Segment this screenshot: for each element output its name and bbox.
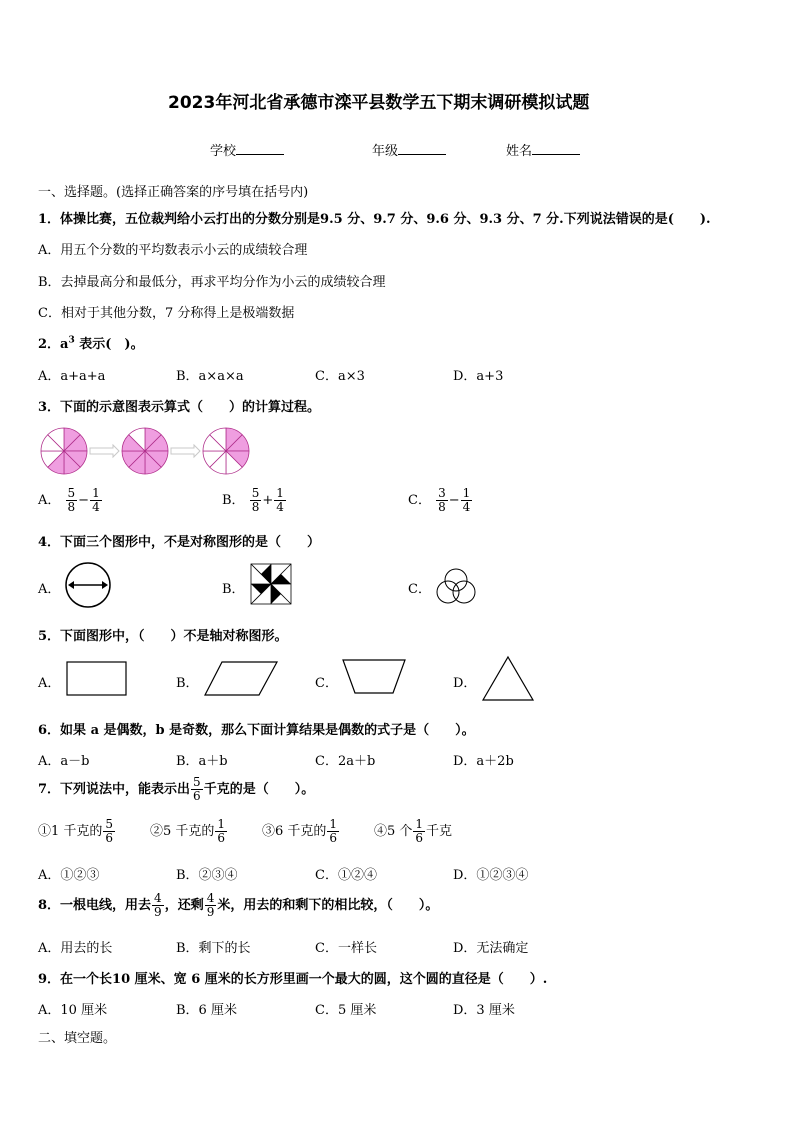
q7-statement-1: ①1 千克的 $\frac{5}{6}$ (38, 817, 114, 845)
q3-c-fraction-2: $\frac{1}{4}$ (462, 486, 471, 514)
grade-blank[interactable] (398, 142, 446, 155)
q3-c-label: C． (408, 493, 431, 508)
q5-option-d-triangle-icon[interactable] (482, 656, 534, 702)
q3-b-label: B． (222, 493, 245, 508)
q3-pie-2 (122, 428, 168, 474)
q5-option-a-rectangle-icon[interactable] (66, 661, 128, 697)
section-heading-2: 二、填空题。 (38, 1031, 117, 1046)
q7-stem-pre: 7．下列说法中，能表示出 (38, 782, 191, 797)
q4-stem: 4．下面三个图形中，不是对称图形的是（ ） (38, 535, 321, 550)
q5-option-b-label[interactable]: B． (176, 676, 199, 691)
q3-c-operator: − (448, 493, 460, 508)
q7-statement-3: ③6 千克的 $\frac{1}{6}$ (262, 817, 338, 845)
q3-pie-1 (41, 428, 87, 474)
q1-option-c[interactable]: C．相对于其他分数，7 分称得上是极端数据 (38, 306, 295, 321)
q6-option-c[interactable]: C．2a＋b (315, 754, 376, 769)
q8-option-b[interactable]: B．剩下的长 (176, 941, 251, 956)
q2-option-b[interactable]: B．a×a×a (176, 369, 244, 384)
q5-stem: 5．下面图形中，（ ）不是轴对称图形。 (38, 629, 288, 644)
q4-option-a-circle-arrow-icon[interactable] (62, 562, 114, 608)
q7-option-b[interactable]: B．②③④ (176, 868, 238, 883)
q3-a-operator: − (78, 493, 90, 508)
q7-stem-fraction: $\frac{5}{6}$ (193, 775, 201, 803)
q2-stem-pre: 2．a (38, 337, 69, 352)
q5-option-c-label[interactable]: C． (315, 676, 338, 691)
q4-option-a-label[interactable]: A． (38, 582, 61, 597)
q4-option-b-label[interactable]: B． (222, 582, 245, 597)
q5-option-d-label[interactable]: D． (453, 676, 477, 691)
grade-label: 年级 (372, 144, 399, 159)
q9-option-c[interactable]: C．5 厘米 (315, 1003, 377, 1018)
section-heading-1: 一、选择题。(选择正确答案的序号填在括号内) (38, 185, 309, 200)
q7-option-d[interactable]: D．①②③④ (453, 868, 529, 883)
q7-stem-post: 千克的是（ ）。 (203, 782, 315, 797)
q5-option-c-trapezoid-icon[interactable] (342, 659, 406, 695)
q1-option-a[interactable]: A．用五个分数的平均数表示小云的成绩较合理 (38, 243, 308, 258)
q9-stem: 9．在一个长10 厘米、宽 6 厘米的长方形里画一个最大的圆，这个圆的直径是（ ）. (38, 972, 548, 987)
name-blank[interactable] (532, 142, 580, 155)
grade-field (372, 140, 446, 159)
q3-b-operator: + (262, 493, 274, 508)
q5-option-a-label[interactable]: A． (38, 676, 61, 691)
q3-pie-3 (203, 428, 249, 474)
name-label: 姓名 (506, 144, 533, 159)
q3-arrow-icon-1 (90, 445, 119, 457)
school-field (210, 140, 284, 159)
q8-option-d[interactable]: D．无法确定 (453, 941, 529, 956)
q6-stem: 6．如果 a 是偶数，b 是奇数，那么下面计算结果是偶数的式子是（ ）。 (38, 723, 475, 738)
q3-a-label: A． (38, 493, 61, 508)
q3-c-fraction-1: $\frac{3}{8}$ (438, 486, 446, 514)
q6-option-a[interactable]: A．a－b (38, 754, 90, 769)
q1-stem: 1．体操比赛，五位裁判给小云打出的分数分别是9.5 分、9.7 分、9.6 分、9.3 分、7 分.下列说法错误的是( ). (38, 212, 711, 227)
q7-statement-4: ④5 个 $\frac{1}{6}$ 千克 (374, 817, 453, 845)
q4-option-b-pinwheel-icon[interactable] (250, 563, 292, 605)
page-title: 2023年河北省承德市滦平县数学五下期末调研模拟试题 (168, 93, 590, 113)
q3-stem: 3．下面的示意图表示算式（ ）的计算过程。 (38, 400, 321, 415)
q3-fraction-diagram (38, 425, 258, 477)
q2-stem-post: 表示( )。 (74, 337, 144, 352)
q9-option-a[interactable]: A．10 厘米 (38, 1003, 108, 1018)
q1-option-b[interactable]: B．去掉最高分和最低分，再求平均分作为小云的成绩较合理 (38, 275, 386, 290)
q7-stem (38, 776, 314, 803)
q2-option-a[interactable]: A．a+a+a (38, 369, 106, 384)
name-field (506, 140, 580, 159)
q3-option-a[interactable] (38, 487, 103, 514)
q3-b-fraction-2: $\frac{1}{4}$ (276, 486, 284, 514)
q7-statement-2: ②5 千克的 $\frac{1}{6}$ (150, 817, 226, 845)
q4-option-c-trefoil-knot-icon[interactable] (432, 562, 480, 608)
q6-option-d[interactable]: D．a＋2b (453, 754, 514, 769)
q8-option-c[interactable]: C．一样长 (315, 941, 377, 956)
q9-option-d[interactable]: D．3 厘米 (453, 1003, 515, 1018)
q3-b-fraction-1: $\frac{5}{8}$ (251, 486, 260, 514)
q9-option-b[interactable]: B．6 厘米 (176, 1003, 237, 1018)
q3-arrow-icon-2 (171, 445, 200, 457)
q2-exponent: 3 (68, 335, 75, 346)
q7-option-a[interactable]: A．①②③ (38, 868, 100, 883)
q3-option-c[interactable] (408, 487, 473, 514)
school-label: 学校 (210, 144, 237, 159)
q3-option-b[interactable] (222, 487, 287, 514)
q4-option-c-label[interactable]: C． (408, 582, 431, 597)
q8-option-a[interactable]: A．用去的长 (38, 941, 113, 956)
q2-option-d[interactable]: D．a+3 (453, 369, 504, 384)
q8-stem: 8．一根电线，用去 $\frac{4}{9}$ ，还剩 $\frac{4}{9}$ 米，用去的和剩下的相比较，（ ）。 (38, 891, 439, 919)
q7-option-c[interactable]: C．①②④ (315, 868, 377, 883)
q5-option-b-parallelogram-icon[interactable] (204, 661, 278, 697)
q2-option-c[interactable]: C．a×3 (315, 369, 365, 384)
q3-a-fraction-2: $\frac{1}{4}$ (92, 486, 100, 514)
q6-option-b[interactable]: B．a＋b (176, 754, 228, 769)
school-blank[interactable] (236, 142, 284, 155)
q2-stem (38, 333, 144, 352)
q3-a-fraction-1: $\frac{5}{8}$ (67, 486, 76, 514)
